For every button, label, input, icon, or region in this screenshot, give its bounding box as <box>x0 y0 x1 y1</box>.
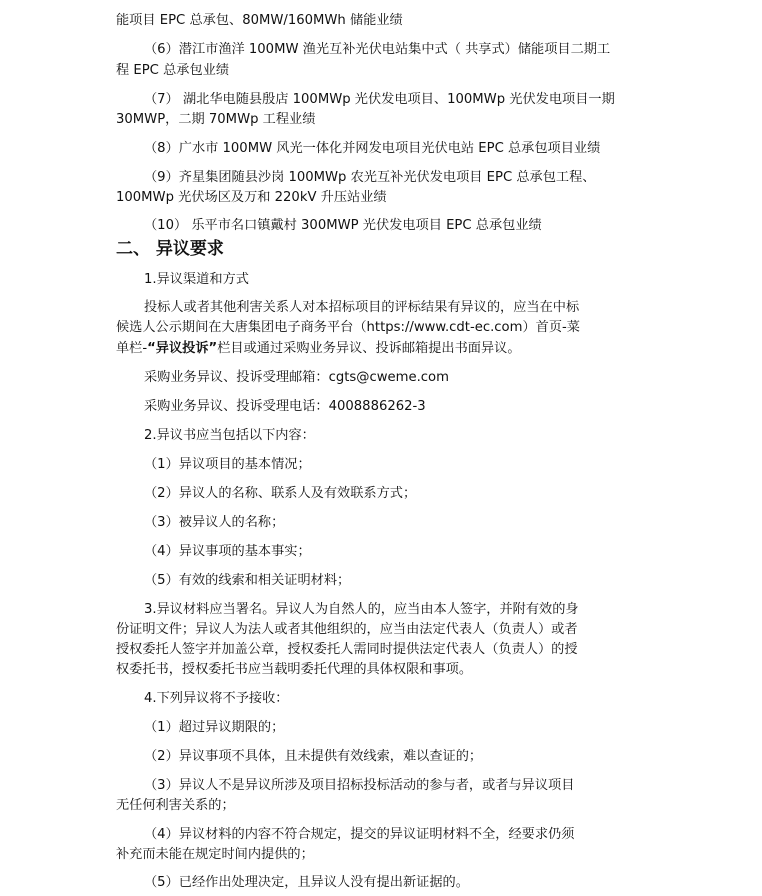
paragraph-3-line3: 授权委托人签字并加盖公章，授权委托人需同时提供法定代表人（负责人）的授 <box>116 642 578 657</box>
project-item-9-line1: （9）齐星集团随县沙岗 100MWp 农光互补光伏发电项目 EPC 总承包工程、 <box>144 170 596 185</box>
rejection-item-2: （2）异议事项不具体，且未提供有效线索，难以查证的； <box>144 749 483 764</box>
rejection-item-4-line2: 补充而未能在规定时间内提供的； <box>116 847 314 862</box>
subsection-2-title: 2.异议书应当包括以下内容： <box>144 428 315 443</box>
paragraph-1-line2: 候选人公示期间在大唐集团电子商务平台（https://www.cdt-ec.com）首页-菜 <box>116 320 580 335</box>
project-item-6-line2: 程 EPC 总承包业绩 <box>116 63 230 78</box>
content-item-4: （4）异议事项的基本事实； <box>144 544 311 559</box>
content-item-5: （5）有效的线索和相关证明材料； <box>144 573 351 588</box>
objection-complaint-label: “异议投诉” <box>147 341 218 356</box>
rejection-item-4-line1: （4）异议材料的内容不符合规定，提交的异议证明材料不全，经要求仍须 <box>144 827 575 842</box>
subsection-4-title: 4.下列异议将不予接收： <box>144 691 289 706</box>
paragraph-1-line1: 投标人或者其他利害关系人对本招标项目的评标结果有异议的，应当在中标 <box>144 300 580 315</box>
rejection-item-1: （1）超过异议期限的； <box>144 720 285 735</box>
paragraph-1-line3-start: 单栏- <box>116 341 148 356</box>
section-heading: 二、 异议要求 <box>116 239 224 259</box>
project-item-7-line2: 30MWP，二期 70MWp 工程业绩 <box>116 112 316 127</box>
content-item-1: （1）异议项目的基本情况； <box>144 457 311 472</box>
subsection-1-title: 1.异议渠道和方式 <box>144 272 249 287</box>
rejection-item-3-line1: （3）异议人不是异议所涉及项目招标投标活动的参与者，或者与异议项目 <box>144 778 575 793</box>
paragraph-3-line4: 权委托书，授权委托书应当载明委托代理的具体权限和事项。 <box>116 662 473 677</box>
paragraph-3-line1: 3.异议材料应当署名。异议人为自然人的，应当由本人签字，并附有效的身 <box>144 602 579 617</box>
rejection-item-5: （5）已经作出处理决定，且异议人没有提出新证据的。 <box>144 875 469 890</box>
project-item-6-line1: （6）潜江市渔洋 100MW 渔光互补光伏电站集中式（ 共享式）储能项目二期工 <box>144 42 611 57</box>
project-item-8: （8）广水市 100MW 风光一体化并网发电项目光伏电站 EPC 总承包项目业绩 <box>144 141 601 156</box>
paragraph-3-line2: 份证明文件；异议人为法人或者其他组织的，应当由法定代表人（负责人）或者 <box>116 622 578 637</box>
project-item-10: （10） 乐平市名口镇戴村 300MWP 光伏发电项目 EPC 总承包业绩 <box>144 218 542 233</box>
paragraph-1-line3-end: 栏目或通过采购业务异议、投诉邮箱提出书面异议。 <box>217 341 521 356</box>
project-item-5-tail: 能项目 EPC 总承包、80MW/160MWh 储能业绩 <box>116 13 403 28</box>
rejection-item-3-line2: 无任何利害关系的； <box>116 798 235 813</box>
project-item-7-line1: （7） 湖北华电随县殷店 100MWp 光伏发电项目、100MWp 光伏发电项目一期 <box>144 92 615 107</box>
paragraph-1-line3 <box>116 340 521 358</box>
content-item-2: （2）异议人的名称、联系人及有效联系方式； <box>144 486 417 501</box>
project-item-9-line2: 100MWp 光伏场区及万和 220kV 升压站业绩 <box>116 190 387 205</box>
complaint-email: 采购业务异议、投诉受理邮箱：cgts@cweme.com <box>144 370 449 385</box>
complaint-phone: 采购业务异议、投诉受理电话：4008886262-3 <box>144 399 426 414</box>
content-item-3: （3）被异议人的名称； <box>144 515 285 530</box>
